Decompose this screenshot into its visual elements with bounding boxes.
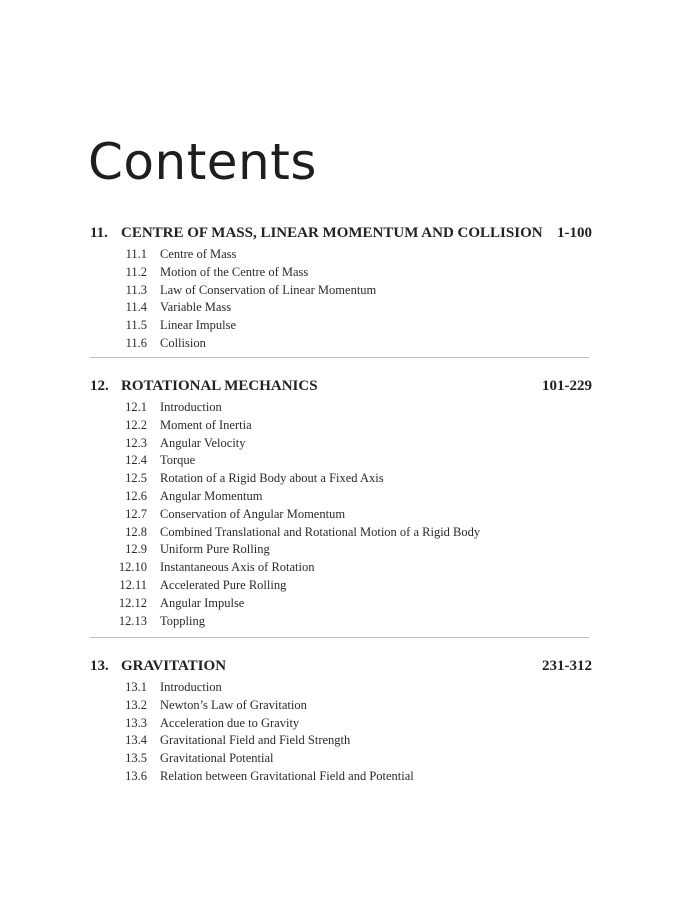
section-title: Gravitational Potential xyxy=(160,751,274,766)
section-number: 12.2 xyxy=(125,417,147,432)
section-entry[interactable] xyxy=(88,282,592,300)
chapter-divider xyxy=(90,357,589,358)
section-number: 12.8 xyxy=(125,524,147,539)
chapter-page-range: 1-100 xyxy=(557,225,592,241)
section-title: Acceleration due to Gravity xyxy=(160,715,300,730)
section-entry[interactable] xyxy=(88,246,592,264)
chapter-page-range: 231-312 xyxy=(542,658,592,674)
section-title: Relation between Gravitational Field and Potential xyxy=(160,768,414,783)
page-title: Contents xyxy=(88,133,317,191)
section-number: 12.10 xyxy=(118,560,147,575)
section-title: Law of Conservation of Linear Momentum xyxy=(160,282,377,297)
section-list xyxy=(88,399,592,630)
chapter-title: CENTRE OF MASS, LINEAR MOMENTUM AND COLLISION xyxy=(121,225,543,241)
section-title: Uniform Pure Rolling xyxy=(160,542,270,557)
section-number: 12.9 xyxy=(125,542,147,557)
section-number: 11.5 xyxy=(125,318,147,333)
section-entry[interactable] xyxy=(88,452,592,470)
section-number: 12.5 xyxy=(125,471,147,486)
chapter-number: 13. xyxy=(90,658,109,674)
section-title: Accelerated Pure Rolling xyxy=(160,577,287,592)
section-number: 11.6 xyxy=(125,335,147,350)
section-entry[interactable] xyxy=(88,399,592,417)
section-entry[interactable] xyxy=(88,750,592,768)
section-entry[interactable] xyxy=(88,559,592,577)
section-title: Toppling xyxy=(160,613,205,628)
section-list xyxy=(88,246,592,353)
section-number: 11.1 xyxy=(125,247,147,261)
chapter-number: 11. xyxy=(90,225,108,241)
chapter-title: GRAVITATION xyxy=(121,658,227,674)
chapter-13 xyxy=(88,655,592,786)
section-title: Angular Momentum xyxy=(160,488,263,503)
chapter-heading[interactable] xyxy=(88,375,592,397)
section-number: 12.3 xyxy=(125,435,147,450)
chapter-number: 12. xyxy=(90,378,109,394)
chapter-heading[interactable] xyxy=(88,222,592,244)
section-entry[interactable] xyxy=(88,541,592,559)
section-number: 12.4 xyxy=(125,453,147,468)
section-title: Conservation of Angular Momentum xyxy=(160,506,346,521)
section-title: Variable Mass xyxy=(160,300,232,315)
section-entry[interactable] xyxy=(88,417,592,435)
section-number: 13.3 xyxy=(125,715,147,730)
section-title: Moment of Inertia xyxy=(160,417,252,432)
section-number: 11.3 xyxy=(125,282,147,297)
section-title: Gravitational Field and Field Strength xyxy=(160,733,351,748)
section-entry[interactable] xyxy=(88,524,592,542)
section-entry[interactable] xyxy=(88,470,592,488)
chapter-page-range: 101-229 xyxy=(542,378,592,394)
chapter-11 xyxy=(88,222,592,353)
section-title: Combined Translational and Rotational Motion of a Rigid Body xyxy=(160,524,481,539)
section-number: 13.4 xyxy=(125,733,147,748)
section-title: Rotation of a Rigid Body about a Fixed Axis xyxy=(160,471,384,486)
section-entry[interactable] xyxy=(88,679,592,697)
section-number: 12.13 xyxy=(118,613,147,628)
section-entry[interactable] xyxy=(88,732,592,750)
chapter-title: ROTATIONAL MECHANICS xyxy=(121,378,318,394)
chapter-heading[interactable] xyxy=(88,655,592,677)
chapter-divider xyxy=(90,637,589,638)
section-title: Instantaneous Axis of Rotation xyxy=(160,560,315,575)
section-title: Motion of the Centre of Mass xyxy=(160,264,309,279)
chapter-12 xyxy=(88,375,592,630)
section-entry[interactable] xyxy=(88,317,592,335)
section-number: 12.11 xyxy=(119,577,147,592)
section-entry[interactable] xyxy=(88,435,592,453)
section-entry[interactable] xyxy=(88,697,592,715)
section-number: 13.2 xyxy=(125,697,147,712)
section-title: Linear Impulse xyxy=(160,318,237,333)
section-title: Introduction xyxy=(160,680,222,694)
section-entry[interactable] xyxy=(88,506,592,524)
section-title: Angular Velocity xyxy=(160,435,246,450)
section-number: 12.12 xyxy=(118,595,147,610)
section-number: 12.1 xyxy=(125,400,147,414)
section-entry[interactable] xyxy=(88,715,592,733)
section-title: Angular Impulse xyxy=(160,595,245,610)
section-title: Newton’s Law of Gravitation xyxy=(160,697,307,712)
section-entry[interactable] xyxy=(88,613,592,631)
section-number: 13.5 xyxy=(125,751,147,766)
section-number: 13.6 xyxy=(125,768,147,783)
section-entry[interactable] xyxy=(88,488,592,506)
section-number: 11.2 xyxy=(125,264,147,279)
section-list xyxy=(88,679,592,786)
section-number: 12.7 xyxy=(125,506,147,521)
section-entry[interactable] xyxy=(88,595,592,613)
section-entry[interactable] xyxy=(88,335,592,353)
section-number: 13.1 xyxy=(125,680,147,694)
section-entry[interactable] xyxy=(88,577,592,595)
section-title: Centre of Mass xyxy=(160,247,237,261)
section-title: Torque xyxy=(160,453,196,468)
section-number: 12.6 xyxy=(125,488,147,503)
section-entry[interactable] xyxy=(88,768,592,786)
section-title: Introduction xyxy=(160,400,222,414)
section-entry[interactable] xyxy=(88,264,592,282)
section-number: 11.4 xyxy=(125,300,147,315)
section-title: Collision xyxy=(160,335,206,350)
section-entry[interactable] xyxy=(88,299,592,317)
